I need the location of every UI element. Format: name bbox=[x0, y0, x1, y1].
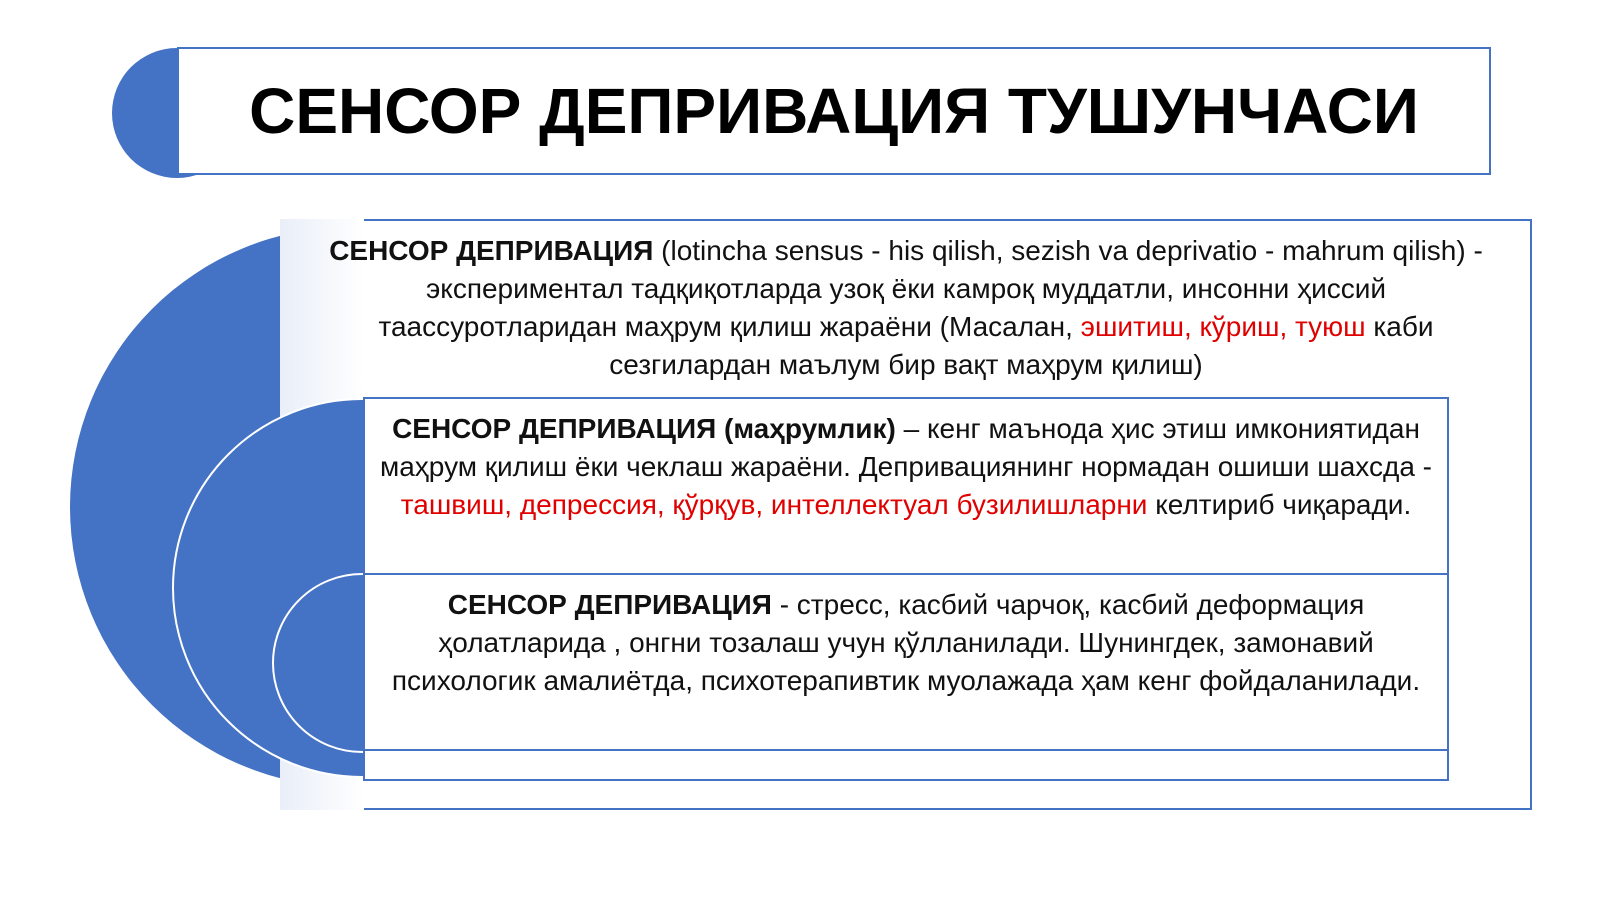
term-label: СЕНСОР ДЕПРИВАЦИЯ (маҳрумлик) bbox=[392, 413, 896, 444]
definition-text: (lotincha sensus - his qilish, sezish va deprivatio - mahrum qilish) - экспериментал тадқиқотларда узоқ ёки камроқ муддатли, инсонни ҳиссий таассуротларидан маҳрум қилиш жараёни (Масалан, bbox=[378, 235, 1483, 342]
definition-text: келтириб чиқаради. bbox=[1147, 489, 1412, 520]
highlight-text: эшитиш, кўриш, туюш bbox=[1080, 311, 1366, 342]
definition-text: - стресс, касбий чарчоқ, касбий деформация ҳолатларида , онгни тозалаш учун қўлланилади. Шунингдек, замонавий психологик амалиётда, психотерапивтик муолажада ҳам кенг фойдаланилади. bbox=[391, 589, 1421, 696]
term-label: СЕНСОР ДЕПРИВАЦИЯ bbox=[329, 235, 654, 266]
definition-text: каби сезгилардан маълум бир вақт маҳрум қилиш) bbox=[609, 311, 1434, 380]
definition-text: – кенг маънода ҳис этиш имкониятидан маҳрум қилиш ёки чеклаш жараёни. Депривациянинг нормадан ошиши шахсда - bbox=[379, 413, 1433, 482]
divider bbox=[363, 749, 1449, 751]
term-label: СЕНСОР ДЕПРИВАЦИЯ bbox=[447, 589, 772, 620]
definition-block-3 bbox=[374, 586, 1438, 700]
definition-block-1 bbox=[310, 232, 1502, 384]
title-box bbox=[177, 47, 1491, 175]
definition-block-2 bbox=[374, 410, 1438, 524]
divider bbox=[363, 573, 1449, 575]
highlight-text: ташвиш, депрессия, қўрқув, интеллектуал бузилишларни bbox=[400, 489, 1148, 520]
page-title: СЕНСОР ДЕПРИВАЦИЯ ТУШУНЧАСИ bbox=[249, 75, 1419, 147]
